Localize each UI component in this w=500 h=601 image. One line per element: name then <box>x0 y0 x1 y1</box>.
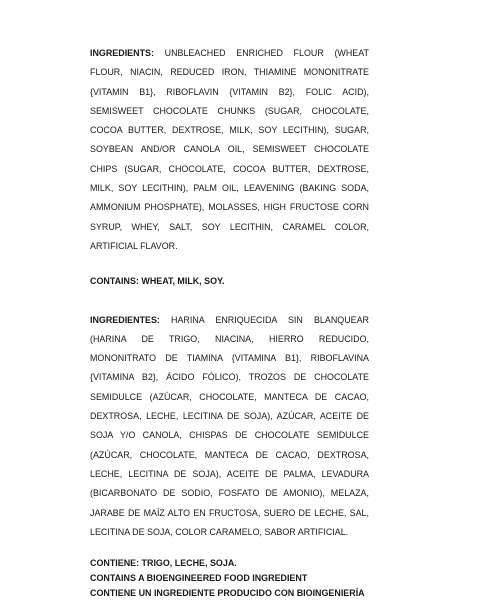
contains-heading-es: CONTIENE: <box>90 558 140 570</box>
contains-heading-en: CONTAINS: <box>90 276 139 288</box>
ingredients-heading-en: INGREDIENTS: <box>90 48 154 59</box>
bioengineered-text-en: CONTAINS A BIOENGINEERED FOOD INGREDIENT <box>90 573 308 585</box>
bioengineered-text-es: CONTIENE UN INGREDIENTE PRODUCIDO CON BIOINGENIERÍA <box>90 588 365 600</box>
ingredients-text-es: HARINA ENRIQUECIDA SIN BLANQUEAR (HARINA DE TRIGO, NIACINA, HIERRO REDUCIDO, MONONITRATO DE TIAMINA {VITAMINA B1}, RIBOFLAVINA {VITAMINA B2}, ÁCIDO FÓLICO), TROZOS DE CHOCOLATE SEMIDULCE (AZÚCAR, CHOCOLATE, MANTECA DE CACAO, DEXTROSA, LECHE, LECITINA DE SOJA), AZÚCAR, ACEITE DE SOJA Y/O CANOLA, CHISPAS DE CHOCOLATE SEMIDULCE (AZÚCAR, CHOCOLATE, MANTECA DE CACAO, DEXTROSA, LECHE, LECITINA DE SOJA), ACEITE DE PALMA, LEVADURA (BICARBONATO DE SODIO, FOSFATO DE AMONIO), MELAZA, JARABE DE MAÍZ ALTO EN FRUCTOSA, SUERO DE LECHE, SAL, LECITINA DE SOJA, COLOR CARAMELO, SABOR ARTIFICIAL. <box>90 314 369 538</box>
contains-spanish-line <box>90 556 369 571</box>
ingredient-label-panel <box>90 44 369 601</box>
bioengineered-notice-es <box>90 586 369 601</box>
contains-english-line <box>90 272 369 291</box>
ingredients-spanish-paragraph <box>90 311 369 543</box>
contains-allergens-en: WHEAT, MILK, SOY. <box>141 276 225 288</box>
ingredients-text-en: UNBLEACHED ENRICHED FLOUR (WHEAT FLOUR, NIACIN, REDUCED IRON, THIAMINE MONONITRATE {VITAMIN B1}, RIBOFLAVIN {VITAMIN B2}, FOLIC ACID), SEMISWEET CHOCOLATE CHUNKS (SUGAR, CHOCOLATE, COCOA BUTTER, DEXTROSE, MILK, SOY LECITHIN), SUGAR, SOYBEAN AND/OR CANOLA OIL, SEMISWEET CHOCOLATE CHIPS (SUGAR, CHOCOLATE, COCOA BUTTER, DEXTROSE, MILK, SOY LECITHIN), PALM OIL, LEAVENING (BAKING SODA, AMMONIUM PHOSPHATE), MOLASSES, HIGH FRUCTOSE CORN SYRUP, WHEY, SALT, SOY LECITHIN, CARAMEL COLOR, ARTIFICIAL FLAVOR. <box>90 48 369 252</box>
bioengineered-notice-en <box>90 571 369 586</box>
ingredients-heading-es: INGREDIENTES: <box>90 314 160 326</box>
contains-allergens-es: TRIGO, LECHE, SOJA. <box>141 558 237 570</box>
ingredients-english-paragraph <box>90 44 369 256</box>
